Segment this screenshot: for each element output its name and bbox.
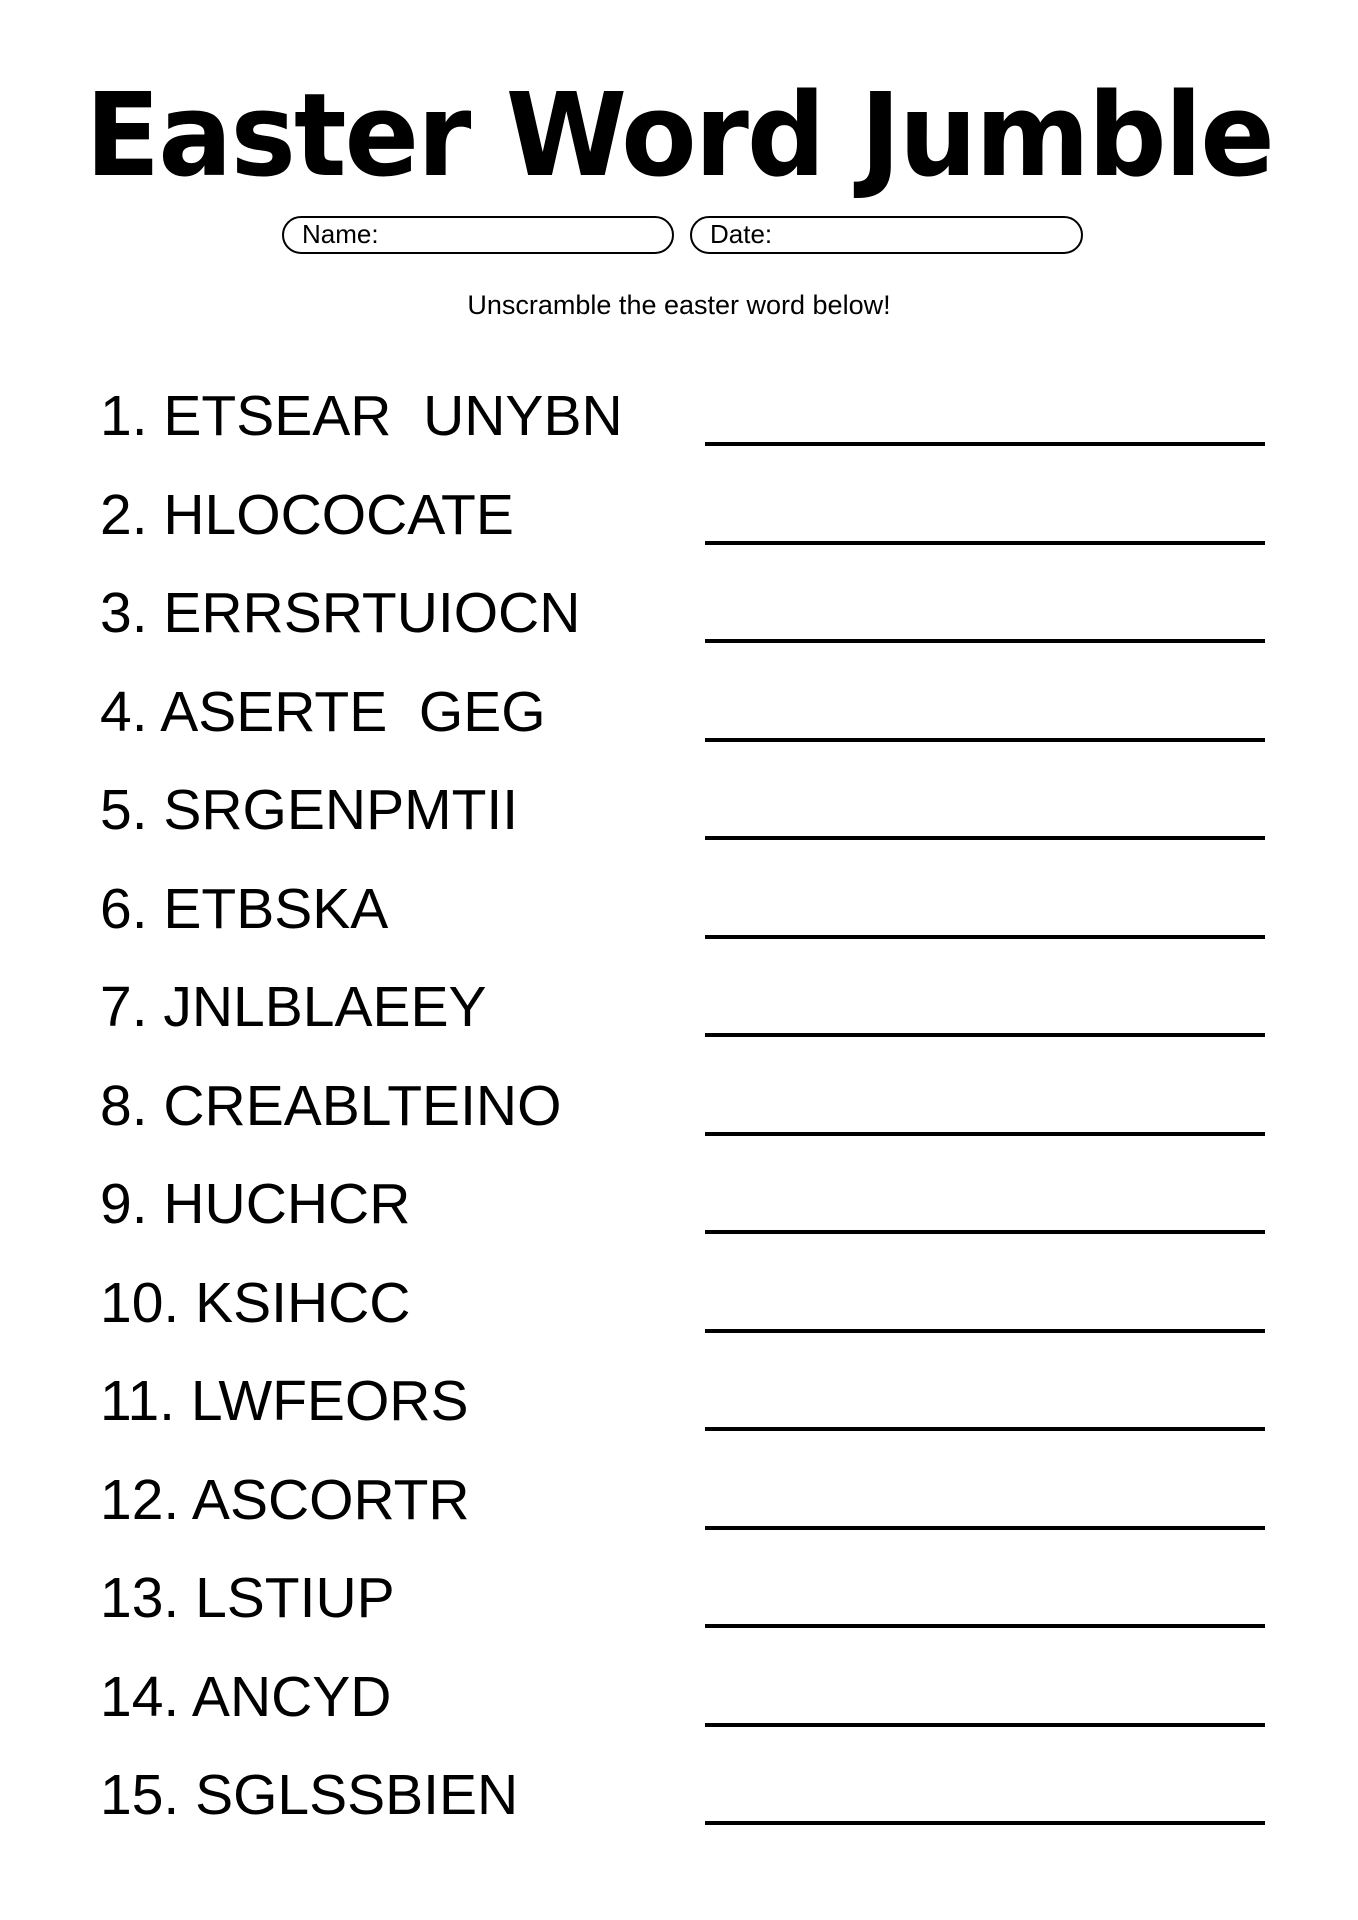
list-item: [0, 577, 1358, 676]
answer-line[interactable]: [705, 1230, 1265, 1234]
answer-line[interactable]: [705, 1624, 1265, 1628]
page-title: Easter Word Jumble: [85, 67, 1273, 203]
jumble-list: [0, 380, 1358, 1858]
list-item: [0, 774, 1358, 873]
list-item: [0, 1562, 1358, 1661]
list-item: [0, 1168, 1358, 1267]
answer-line[interactable]: [705, 1427, 1265, 1431]
answer-line[interactable]: [705, 442, 1265, 446]
name-label: Name:: [302, 219, 379, 249]
scrambled-word: 8. CREABLTEINO: [100, 1073, 562, 1138]
list-item: [0, 971, 1358, 1070]
scrambled-word: 2. HLOCOCATE: [100, 482, 514, 547]
answer-line[interactable]: [705, 738, 1265, 742]
date-field[interactable]: [690, 216, 1083, 254]
scrambled-word: 4. ASERTE GEG: [100, 679, 546, 744]
answer-line[interactable]: [705, 1033, 1265, 1037]
answer-line[interactable]: [705, 935, 1265, 939]
answer-line[interactable]: [705, 639, 1265, 643]
scrambled-word: 7. JNLBLAEEY: [100, 975, 487, 1039]
answer-line[interactable]: [705, 1526, 1265, 1530]
answer-line[interactable]: [705, 1723, 1265, 1727]
name-field[interactable]: [282, 216, 674, 254]
list-item: [0, 479, 1358, 578]
scrambled-word: 5. SRGENPMTII: [100, 778, 519, 842]
list-item: [0, 1661, 1358, 1760]
answer-line[interactable]: [705, 541, 1265, 545]
list-item: [0, 380, 1358, 479]
list-item: [0, 1464, 1358, 1563]
list-item: [0, 1070, 1358, 1169]
scrambled-word: 11. LWFEORS: [100, 1369, 469, 1433]
list-item: [0, 1267, 1358, 1366]
list-item: [0, 1365, 1358, 1464]
list-item: [0, 873, 1358, 972]
scrambled-word: 12. ASCORTR: [100, 1467, 470, 1532]
scrambled-word: 9. HUCHCR: [100, 1172, 411, 1236]
scrambled-word: 1. ETSEAR UNYBN: [100, 384, 623, 448]
scrambled-word: 6. ETBSKA: [100, 876, 389, 941]
answer-line[interactable]: [705, 1132, 1265, 1136]
scrambled-word: 15. SGLSSBIEN: [100, 1763, 519, 1827]
list-item: [0, 1759, 1358, 1858]
list-item: [0, 676, 1358, 775]
scrambled-word: 10. KSIHCC: [100, 1270, 411, 1335]
instruction-text: Unscramble the easter word below!: [467, 290, 891, 320]
scrambled-word: 3. ERRSRTUIOCN: [100, 581, 581, 645]
scrambled-word: 13. LSTIUP: [100, 1566, 395, 1630]
answer-line[interactable]: [705, 836, 1265, 840]
answer-line[interactable]: [705, 1329, 1265, 1333]
answer-line[interactable]: [705, 1821, 1265, 1825]
scrambled-word: 14. ANCYD: [100, 1664, 392, 1729]
date-label: Date:: [710, 219, 773, 249]
